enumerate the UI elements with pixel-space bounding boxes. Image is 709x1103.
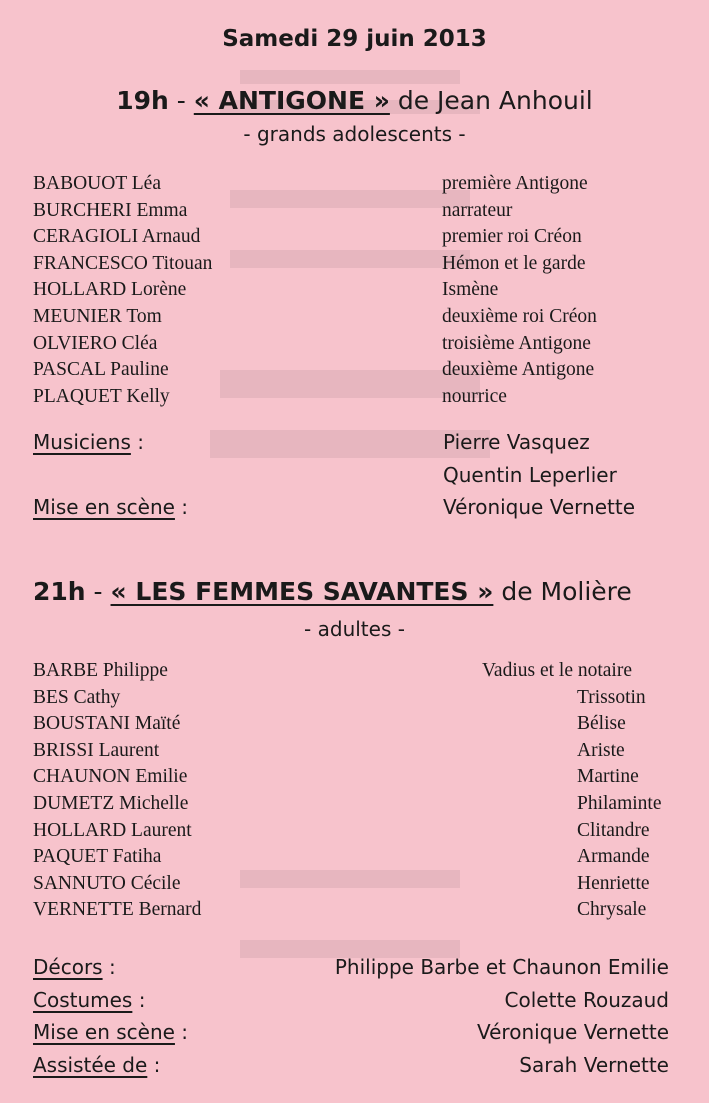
credit-label-sep: : bbox=[102, 955, 116, 979]
play1-heading bbox=[0, 86, 709, 115]
credit-value: Véronique Vernette bbox=[477, 1020, 669, 1044]
actor-name: BARBE Philippe bbox=[33, 660, 168, 681]
play1-credits bbox=[33, 430, 673, 528]
cast-row bbox=[33, 660, 666, 687]
role-name: Bélise bbox=[577, 713, 626, 735]
cast-row bbox=[33, 386, 673, 413]
cast-row bbox=[33, 200, 673, 227]
credit-label-sep: : bbox=[147, 1052, 161, 1077]
cast-row bbox=[33, 766, 666, 793]
credit-row-costumes bbox=[33, 988, 669, 1021]
cast-row bbox=[33, 359, 673, 386]
play1-dash: - bbox=[176, 86, 186, 115]
role-name: Ariste bbox=[577, 739, 625, 761]
play2-hour: 21h bbox=[33, 577, 86, 606]
cast-row bbox=[33, 279, 673, 306]
role-name: première Antigone bbox=[442, 173, 588, 194]
credit-value: Philippe Barbe et Chaunon Emilie bbox=[334, 955, 669, 979]
credit-row-musicians-2 bbox=[33, 463, 673, 496]
play2-subtitle: - adultes - bbox=[304, 617, 405, 641]
credit-label bbox=[33, 988, 145, 1012]
credit-value: Sarah Vernette bbox=[519, 1052, 669, 1077]
play1-title: « ANTIGONE » bbox=[193, 86, 390, 115]
actor-name: MEUNIER Tom bbox=[33, 305, 162, 327]
credit-row-assistant bbox=[33, 1053, 669, 1086]
actor-name: PAQUET Fatiha bbox=[33, 846, 162, 868]
actor-name: HOLLARD Lorène bbox=[33, 279, 187, 301]
play1-cast-list bbox=[33, 173, 673, 412]
actor-name: HOLLARD Laurent bbox=[33, 819, 192, 841]
actor-name: DUMETZ Michelle bbox=[33, 792, 189, 814]
event-date: Samedi 29 juin 2013 bbox=[222, 26, 487, 52]
cast-row bbox=[33, 226, 673, 253]
credit-label-sep: : bbox=[174, 1020, 189, 1044]
credit-label-sep: : bbox=[130, 430, 144, 454]
credit-label-text: Décors bbox=[33, 955, 103, 979]
credit-label bbox=[33, 1053, 160, 1077]
credit-value: Pierre Vasquez bbox=[443, 430, 590, 454]
play2-cast-list bbox=[33, 660, 666, 926]
role-name: Trissotin bbox=[577, 686, 646, 708]
actor-name: BABOUOT Léa bbox=[33, 173, 161, 194]
cast-row bbox=[33, 873, 666, 900]
actor-name: CERAGIOLI Arnaud bbox=[33, 226, 201, 248]
actor-name: BOUSTANI Maïté bbox=[33, 713, 181, 735]
credit-label bbox=[33, 1020, 188, 1044]
credit-row-sets bbox=[33, 955, 669, 988]
role-name: Henriette bbox=[577, 872, 650, 894]
credit-label bbox=[33, 495, 188, 519]
play1-hour: 19h bbox=[116, 86, 169, 115]
role-name: deuxième roi Créon bbox=[442, 305, 597, 327]
credit-row-musicians bbox=[33, 430, 673, 463]
play2-credits bbox=[33, 955, 669, 1085]
role-name: Martine bbox=[577, 766, 639, 788]
cast-row bbox=[33, 899, 666, 926]
role-name: Clitandre bbox=[577, 819, 650, 841]
role-name: narrateur bbox=[442, 199, 513, 221]
play2-heading bbox=[33, 577, 693, 606]
role-name: Hémon et le garde bbox=[442, 252, 586, 274]
cast-row bbox=[33, 846, 666, 873]
role-name: Armande bbox=[577, 846, 650, 868]
role-name: Chrysale bbox=[577, 899, 647, 921]
actor-name: FRANCESCO Titouan bbox=[33, 252, 213, 274]
credit-label-text: Assistée de bbox=[33, 1052, 148, 1077]
actor-name: BES Cathy bbox=[33, 686, 121, 708]
credit-label-sep: : bbox=[174, 495, 189, 519]
actor-name: BURCHERI Emma bbox=[33, 199, 188, 221]
actor-name: VERNETTE Bernard bbox=[33, 899, 202, 921]
actor-name: CHAUNON Emilie bbox=[33, 766, 188, 788]
role-name: Vadius et le notaire bbox=[482, 660, 632, 681]
role-name: nourrice bbox=[442, 385, 507, 407]
play2-dash: - bbox=[93, 577, 103, 606]
credit-value: Quentin Leperlier bbox=[443, 462, 617, 487]
cast-row bbox=[33, 820, 666, 847]
credit-row-staging bbox=[33, 1020, 669, 1053]
cast-row bbox=[33, 740, 666, 767]
actor-name: BRISSI Laurent bbox=[33, 739, 160, 761]
cast-row bbox=[33, 333, 673, 360]
cast-row bbox=[33, 173, 673, 200]
role-name: deuxième Antigone bbox=[442, 359, 595, 381]
actor-name: PASCAL Pauline bbox=[33, 359, 169, 381]
role-name: Ismène bbox=[442, 279, 499, 301]
role-name: premier roi Créon bbox=[442, 226, 582, 248]
role-name: troisième Antigone bbox=[442, 332, 591, 354]
credit-value: Colette Rouzaud bbox=[504, 987, 669, 1012]
credit-label-text: Musiciens bbox=[33, 430, 131, 454]
actor-name: SANNUTO Cécile bbox=[33, 872, 181, 894]
credit-row-staging bbox=[33, 495, 673, 528]
credit-label bbox=[33, 955, 116, 979]
play2-title: « LES FEMMES SAVANTES » bbox=[110, 577, 494, 606]
credit-label-text: Mise en scène bbox=[33, 1020, 175, 1044]
credit-label bbox=[33, 430, 144, 454]
play1-subtitle: - grands adolescents - bbox=[243, 122, 466, 146]
credit-value: Véronique Vernette bbox=[443, 495, 635, 519]
credit-label-text: Mise en scène bbox=[33, 495, 175, 519]
cast-row bbox=[33, 253, 673, 280]
cast-row bbox=[33, 793, 666, 820]
actor-name: OLVIERO Cléa bbox=[33, 332, 158, 354]
credit-label-sep: : bbox=[132, 987, 146, 1012]
play1-author: de Jean Anhouil bbox=[397, 86, 593, 115]
credit-label-text: Costumes bbox=[33, 987, 133, 1012]
cast-row bbox=[33, 687, 666, 714]
play2-author: de Molière bbox=[501, 577, 632, 606]
cast-row bbox=[33, 713, 666, 740]
cast-row bbox=[33, 306, 673, 333]
actor-name: PLAQUET Kelly bbox=[33, 385, 170, 407]
role-name: Philaminte bbox=[577, 792, 662, 814]
